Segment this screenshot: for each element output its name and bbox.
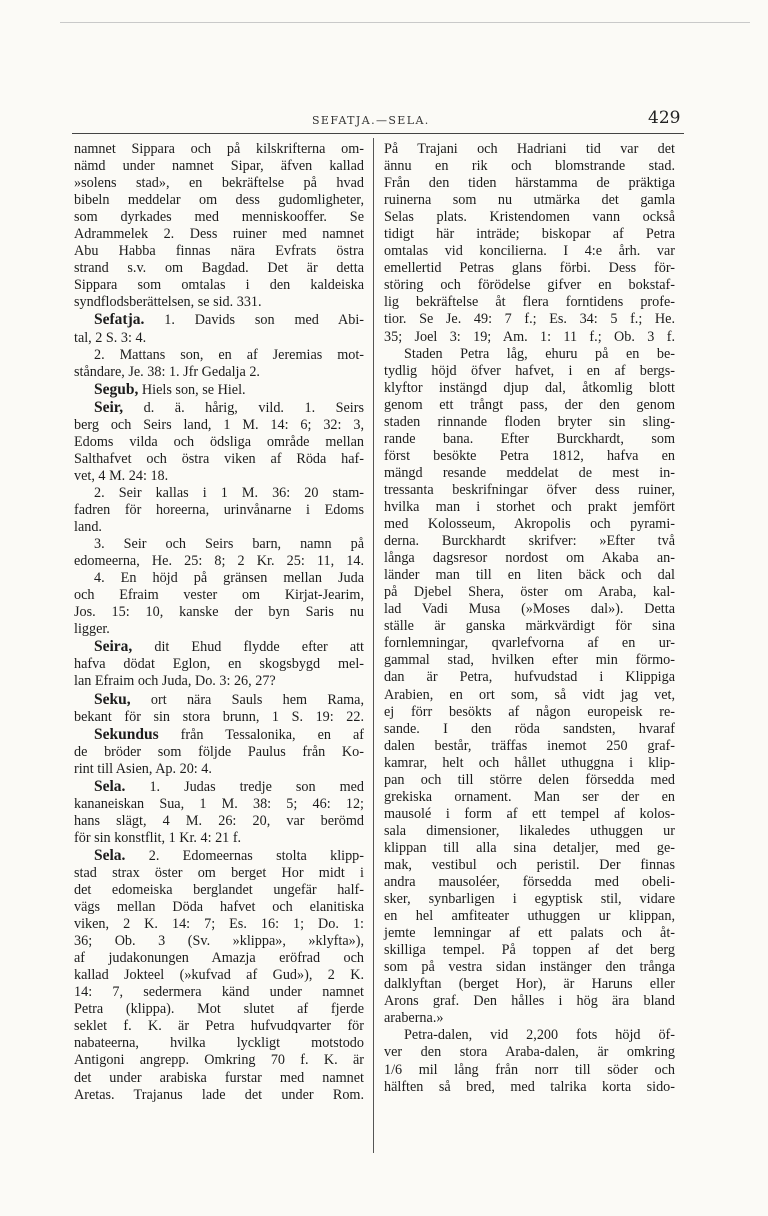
line-text: fadren för horeerna, urinvånarne i Edoms xyxy=(74,501,364,518)
line-text: ståndare, Je. 38: 1. Jfr Gedalja 2. xyxy=(74,363,260,380)
text-line xyxy=(74,347,364,364)
entry-headword: Sefatja. xyxy=(94,311,145,329)
text-line xyxy=(384,277,675,294)
text-line xyxy=(74,294,364,311)
text-line xyxy=(74,1001,364,1018)
text-line xyxy=(384,209,675,226)
text-line xyxy=(384,482,675,499)
text-line xyxy=(384,294,675,311)
text-line xyxy=(384,516,675,533)
header-rule xyxy=(72,133,684,134)
text-line xyxy=(74,243,364,260)
entry-headword: Segub, xyxy=(94,380,139,398)
text-line xyxy=(74,364,364,381)
line-text: Petra (klippa). Mot slutet af fjerde xyxy=(74,1001,364,1018)
text-line xyxy=(384,772,675,789)
line-text: lad Vadi Musa (»Moses dal»). Detta xyxy=(384,601,675,618)
line-text: Adrammelek 2. Dess ruiner med namnet xyxy=(74,226,364,243)
text-line xyxy=(384,380,675,397)
text-line xyxy=(384,1079,675,1096)
text-line xyxy=(384,550,675,567)
text-line xyxy=(74,933,364,950)
line-text: tidigt här inträde; biskopar af Petra xyxy=(384,226,675,243)
text-line xyxy=(384,175,675,192)
line-text: araberna.» xyxy=(384,1010,444,1027)
line-text: land. xyxy=(74,519,102,536)
line-text: stad strax öster om berget Hor midt i xyxy=(74,864,364,881)
line-text: rint till Asien, Ap. 20: 4. xyxy=(74,760,212,777)
text-line xyxy=(384,158,675,175)
text-line xyxy=(74,175,364,192)
text-line xyxy=(74,399,364,417)
text-line xyxy=(384,908,675,925)
text-line xyxy=(384,721,675,738)
line-text: fornlemningar, qvarlefvorna af en ur- xyxy=(384,635,675,652)
text-line xyxy=(74,485,364,502)
text-line xyxy=(384,601,675,618)
text-line xyxy=(384,243,675,260)
line-text: hafva dödat Eglon, en skogsbygd mel- xyxy=(74,656,364,673)
text-line xyxy=(74,277,364,294)
text-line xyxy=(384,329,675,346)
line-text: grekiska ornament. Man ser der en xyxy=(384,788,675,805)
text-line xyxy=(74,553,364,570)
text-line xyxy=(384,260,675,277)
text-line xyxy=(74,434,364,451)
text-line xyxy=(74,847,364,865)
text-line xyxy=(74,984,364,1001)
right-column xyxy=(384,141,675,1096)
line-text: som dyrkades med menniskooffer. Se xyxy=(74,209,364,226)
line-text: tressanta beskrifningar öfver dess ruiner, xyxy=(384,481,675,498)
text-line xyxy=(74,192,364,209)
text-line xyxy=(384,635,675,652)
line-text: berg och Seirs land, 1 M. 14: 6; 32: 3, xyxy=(74,416,364,433)
entry-headword: Seira, xyxy=(94,638,133,656)
line-text: på Djebel Shera, öster om Araba, kal- xyxy=(384,584,675,601)
line-text: Från den tiden härstamma de präktiga xyxy=(384,175,675,192)
text-line xyxy=(74,1070,364,1087)
line-text: namnet Sippara och på kilskrifterna om- xyxy=(74,141,364,157)
line-text: en hel amfiteater uthuggen ur klippan, xyxy=(384,908,675,925)
text-line xyxy=(74,673,364,690)
text-line xyxy=(384,1062,675,1079)
text-line xyxy=(74,744,364,761)
line-text: af judakonungen Amazja eröfrad och xyxy=(74,950,364,967)
line-text: gammal stad, hvilken efter min förmo- xyxy=(384,652,675,669)
line-text: tydlig höjd öfver hafvet, i en af bergs- xyxy=(384,362,675,379)
line-text: 2. Seir kallas i 1 M. 36: 20 stam- xyxy=(94,484,364,501)
line-text: långa dagsresor nordost om Akaba an- xyxy=(384,550,675,567)
line-text: Jos. 15: 10, kanske der byn Saris nu xyxy=(74,604,364,621)
text-line xyxy=(384,397,675,414)
line-text: ver den stora Araba-dalen, är omkring xyxy=(384,1044,675,1061)
line-text: klyftor instängd djup dal, åtkomlig blott xyxy=(384,379,675,396)
left-column xyxy=(74,141,364,1104)
line-text: nämd under namnet Sipar, äfven kallad xyxy=(74,158,364,175)
line-text: sande. I den röda sandsten, hvaraf xyxy=(384,720,675,737)
line-text: ruinerna som nu utmärka det gamla xyxy=(384,192,675,209)
line-text: lan Efraim och Juda, Do. 3: 26, 27? xyxy=(74,673,276,690)
text-line xyxy=(74,260,364,277)
text-line xyxy=(74,519,364,536)
top-scan-rule xyxy=(60,22,750,23)
line-text: ligger. xyxy=(74,621,110,638)
line-text: strand s.v. om Bagdad. Det är detta xyxy=(74,260,364,277)
text-line xyxy=(384,806,675,823)
text-line xyxy=(384,346,675,363)
entry-headword: Seir, xyxy=(94,398,124,416)
text-line xyxy=(74,141,364,158)
line-text: pan och till större delen försedda med xyxy=(384,771,675,788)
text-line xyxy=(384,533,675,550)
text-line xyxy=(74,417,364,434)
line-text: med Kolosseum, Akropolis och pyrami- xyxy=(384,516,675,533)
entry-headword: Sela. xyxy=(94,777,126,795)
line-text: från Tessalonika, en af xyxy=(180,726,364,743)
page-header xyxy=(0,108,768,134)
text-line xyxy=(74,209,364,226)
text-line xyxy=(74,796,364,813)
text-line xyxy=(74,1087,364,1104)
text-line xyxy=(384,567,675,584)
text-line xyxy=(384,687,675,704)
line-text: »solens stad», en bekräftelse på hvad xyxy=(74,175,364,192)
line-text: Aretas. Trajanus lade det under Rom. xyxy=(74,1086,364,1103)
text-line xyxy=(74,502,364,519)
line-text: mak, vestibul och peristil. Der finnas xyxy=(384,856,675,873)
line-text: dit Ehud flydde efter att xyxy=(154,639,365,656)
line-text: omtalas vid koncilierna. I 4:e årh. var xyxy=(384,243,675,260)
text-line xyxy=(384,840,675,857)
text-line xyxy=(74,691,364,709)
text-line xyxy=(74,778,364,796)
text-line xyxy=(74,587,364,604)
line-text: ort nära Sauls hem Rama, xyxy=(150,691,365,708)
text-line xyxy=(74,570,364,587)
text-line xyxy=(384,857,675,874)
text-line xyxy=(74,330,364,347)
text-line xyxy=(74,813,364,830)
text-line xyxy=(74,967,364,984)
line-text: tior. Se Je. 49: 7 f.; Es. 34: 5 f.; He. xyxy=(384,311,675,328)
line-text: staden rinnande floden bryter sin sling- xyxy=(384,413,675,430)
entry-headword: Sekundus xyxy=(94,725,159,743)
text-line xyxy=(74,950,364,967)
line-text: det under arabiska furstar med namnet xyxy=(74,1069,364,1086)
text-line xyxy=(74,899,364,916)
line-text: mängd resande meddelat de mest in- xyxy=(384,464,675,481)
line-text: dalen består, träffas inemot 250 graf- xyxy=(384,737,675,754)
line-text: sker, synbarligen i egyptisk stil, vidare xyxy=(384,891,675,908)
line-text: Arons graf. Den hålles i hög ära bland xyxy=(384,993,675,1010)
text-line xyxy=(384,704,675,721)
line-text: och Efraim vester om Kirjat-Jearim, xyxy=(74,587,364,604)
text-line xyxy=(384,925,675,942)
line-text: Edoms vilda och ödsliga område mellan xyxy=(74,433,364,450)
text-line xyxy=(74,158,364,175)
line-text: emellertid Petras glans förbi. Dess för- xyxy=(384,260,675,277)
text-line xyxy=(384,755,675,772)
text-line xyxy=(384,363,675,380)
text-line xyxy=(74,1052,364,1069)
line-text: Hiels son, se Hiel. xyxy=(141,381,246,398)
line-text: 1/6 mil lång från norr till söder och xyxy=(384,1061,675,1078)
text-line xyxy=(384,584,675,601)
line-text: det edomeiska berglandet ungefär half- xyxy=(74,882,364,899)
line-text: Petra-dalen, vid 2,200 fots höjd öf- xyxy=(404,1027,675,1044)
text-line xyxy=(384,891,675,908)
line-text: dan är Petra, hufvudstad i Klippiga xyxy=(384,669,675,686)
line-text: kamrar, helt och hållet uthuggna i klip- xyxy=(384,754,675,771)
text-line xyxy=(384,874,675,891)
line-text: ej förr besökts af någon europeisk re- xyxy=(384,703,675,720)
line-text: jemte lemningar af ett palats och åt- xyxy=(384,925,675,942)
line-text: kallad Jokteel (»kufvad af Gud»), 2 K. xyxy=(74,967,364,984)
line-text: tal, 2 S. 3: 4. xyxy=(74,329,147,346)
line-text: vägs mellan Döda hafvet och elanitiska xyxy=(74,899,364,916)
text-line xyxy=(384,311,675,328)
text-line xyxy=(74,311,364,329)
line-text: 4. En höjd på gränsen mellan Juda xyxy=(94,570,364,587)
line-text: störing och förödelse gifver en bokstaf- xyxy=(384,277,675,294)
text-line xyxy=(384,789,675,806)
line-text: syndflodsberättelsen, se sid. 331. xyxy=(74,294,262,311)
line-text: vet, 4 M. 24: 18. xyxy=(74,467,169,484)
running-head: SEFATJA.—SELA. xyxy=(312,114,430,127)
line-text: Salthafvet och östra viken af Röda haf- xyxy=(74,450,364,467)
line-text: Arabien, en ort som, så vidt jag vet, xyxy=(384,686,675,703)
text-line xyxy=(74,381,364,399)
line-text: de bröder som följde Paulus från Ko- xyxy=(74,743,364,760)
text-line xyxy=(384,1010,675,1027)
line-text: som på vestra sidan instänger den trånga xyxy=(384,959,675,976)
line-text: Sippara som omtalas i den kaldeiska xyxy=(74,277,364,294)
text-line xyxy=(74,621,364,638)
line-text: klippan till alla sina detaljer, med ge- xyxy=(384,839,675,856)
line-text: mausolé i form af ett tempel af kolos- xyxy=(384,805,675,822)
line-text: 36; Ob. 3 (Sv. »klippa», »klyfta»), xyxy=(74,933,364,950)
text-line xyxy=(384,652,675,669)
text-line xyxy=(74,226,364,243)
line-text: 1. Judas tredje son med xyxy=(149,778,364,795)
line-text: På Trajani och Hadriani tid var det xyxy=(384,141,675,157)
line-text: 3. Seir och Seirs barn, namn på xyxy=(94,536,364,553)
line-text: d. ä. hårig, vild. 1. Seirs xyxy=(143,399,364,416)
line-text: ännu en rik och blomstrande stad. xyxy=(384,158,675,175)
text-line xyxy=(384,1027,675,1044)
text-line xyxy=(384,976,675,993)
text-line xyxy=(384,192,675,209)
line-text: 2. Mattans son, en af Jeremias mot- xyxy=(94,346,364,363)
text-line xyxy=(74,709,364,726)
line-text: 35; Joel 3: 19; Am. 1: 11 f.; Ob. 3 f. xyxy=(384,328,675,345)
text-line xyxy=(74,536,364,553)
text-line xyxy=(74,916,364,933)
line-text: derna. Burckhardt skrifver: »Efter två xyxy=(384,533,675,550)
line-text: kananeiskan Sua, 1 M. 38: 5; 46: 12; xyxy=(74,795,364,812)
line-text: bibeln meddelar om dess gudomligheter, xyxy=(74,192,364,209)
line-text: dalklyftan (berget Hor), är Haruns eller xyxy=(384,976,675,993)
line-text: ställe är ganska märkvärdigt för sina xyxy=(384,618,675,635)
text-line xyxy=(384,823,675,840)
text-line xyxy=(384,1044,675,1061)
line-text: Abu Habba finnas nära Evfrats östra xyxy=(74,243,364,260)
line-text: rande bana. Efter Burckhardt, som xyxy=(384,430,675,447)
text-line xyxy=(384,448,675,465)
entry-headword: Sela. xyxy=(94,846,126,864)
text-line xyxy=(74,468,364,485)
text-line xyxy=(384,226,675,243)
text-line xyxy=(74,761,364,778)
text-line xyxy=(74,1018,364,1035)
line-text: seklet f. K. är Petra hufvudqvarter för xyxy=(74,1018,364,1035)
line-text: nabateerna, hvilka lyckligt motstodo xyxy=(74,1035,364,1052)
line-text: Selas plats. Kristendomen vann också xyxy=(384,209,675,226)
text-line xyxy=(74,1035,364,1052)
line-text: edomeerna, He. 25: 8; 2 Kr. 25: 11, 14. xyxy=(74,553,364,570)
line-text: lig bekräftelse åt flera forntidens profe- xyxy=(384,294,675,311)
text-line xyxy=(384,465,675,482)
line-text: 1. Davids son med Abi- xyxy=(164,312,364,329)
line-text: Antigoni angrepp. Omkring 70 f. K. är xyxy=(74,1052,364,1069)
text-line xyxy=(384,618,675,635)
text-line xyxy=(74,604,364,621)
text-line xyxy=(384,942,675,959)
text-line xyxy=(384,414,675,431)
text-line xyxy=(74,830,364,847)
column-divider xyxy=(373,138,374,1153)
text-line xyxy=(384,431,675,448)
line-text: genom ett trångt pass, der den genom xyxy=(384,396,675,413)
text-line xyxy=(74,451,364,468)
line-text: viken, 2 K. 14: 7; Es. 16: 1; Do. 1: xyxy=(74,916,364,933)
line-text: för sin konstflit, 1 Kr. 4: 21 f. xyxy=(74,829,242,846)
line-text: Staden Petra låg, ehuru på en be- xyxy=(404,345,675,362)
text-line xyxy=(384,993,675,1010)
page-number: 429 xyxy=(648,108,681,128)
line-text: skilliga tempel. På toppen af det berg xyxy=(384,942,675,959)
text-line xyxy=(384,499,675,516)
text-line xyxy=(74,638,364,656)
text-line xyxy=(74,865,364,882)
text-line xyxy=(384,738,675,755)
line-text: hans slägt, 4 M. 26: 20, var berömd xyxy=(74,812,364,829)
text-line xyxy=(384,141,675,158)
text-line xyxy=(384,669,675,686)
text-line xyxy=(384,959,675,976)
text-line xyxy=(74,726,364,744)
text-line xyxy=(74,656,364,673)
line-text: först besökte Petra 1812, hafva en xyxy=(384,447,675,464)
line-text: hälften så bred, med talrika korta sido- xyxy=(384,1078,675,1095)
line-text: 2. Edomeernas stolta klipp- xyxy=(148,847,365,864)
line-text: bekant för sin stora brunn, 1 S. 19: 22. xyxy=(74,708,364,725)
line-text: 14: 7, sedermera känd under namnet xyxy=(74,984,364,1001)
text-line xyxy=(74,882,364,899)
entry-headword: Seku, xyxy=(94,690,131,708)
line-text: andra mausoléer, försedda med obeli- xyxy=(384,874,675,891)
line-text: hvilka man i storhet och prakt jemfört xyxy=(384,498,675,515)
line-text: länder man till en liten bäck och dal xyxy=(384,567,675,584)
line-text: sala dimensioner, likaledes uthuggen ur xyxy=(384,822,675,839)
